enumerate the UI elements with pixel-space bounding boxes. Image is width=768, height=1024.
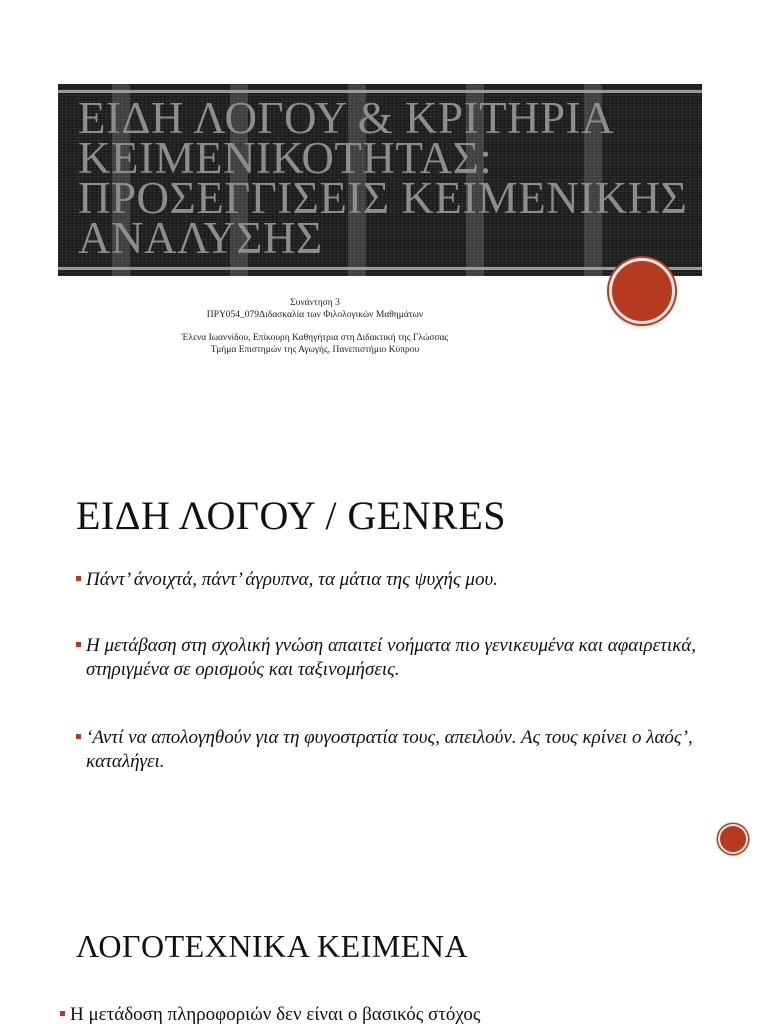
title-banner bbox=[58, 84, 702, 276]
presentation-info bbox=[90, 298, 540, 356]
decorative-circle-icon bbox=[718, 824, 748, 854]
course-label: ΠΡΥ054_079Διδασκαλία των Φιλολογικών Μαθημάτων bbox=[206, 309, 424, 320]
bullet-square-icon bbox=[60, 1011, 65, 1016]
bullet-square-icon bbox=[76, 642, 81, 647]
bullet-text: Η μετάβαση στη σχολική γνώση απαιτεί νοήματα πιο γενικευμένα και αφαιρετικά, στηριγμένα σε ορισμούς και ταξινομήσεις. bbox=[86, 635, 697, 680]
slide-title: ΕΙΔΗ ΛΟΓΟΥ & ΚΡΙΤΗΡΙΑ ΚΕΙΜΕΝΙΚΟΤΗΤΑΣ: ΠΡΟΣΕΓΓΙΣΕΙΣ ΚΕΙΜΕΝΙΚΗΣ ΑΝΑΛΥΣΗΣ bbox=[78, 93, 688, 263]
bullet-list bbox=[76, 568, 706, 774]
bullet-square-icon bbox=[76, 734, 81, 739]
slide-heading: ΛΟΓΟΤΕΧΝΙΚΑ ΚΕΙΜΕΝΑ bbox=[76, 928, 469, 964]
list-item bbox=[76, 568, 706, 592]
bullet-text: ‘Αντί να απολογηθούν για τη φυγοστρατία τους, απειλούν. Ας τους κρίνει ο λαός’, καταλήγει. bbox=[86, 727, 693, 772]
bullet-text: Η μετάδοση πληροφοριών δεν είναι ο βασικός στόχος bbox=[70, 1004, 481, 1024]
list-item bbox=[76, 634, 706, 682]
bullet-text: Πάντ’ άνοιχτά, πάντ’ άγρυπνα, τα μάτια της ψυχής μου. bbox=[86, 569, 498, 590]
list-item bbox=[60, 1003, 480, 1024]
author-label: Έλενα Ιωαννίδου, Επίκουρη Καθηγήτρια στη Διδακτική της Γλώσσας bbox=[181, 333, 449, 343]
slide-heading: ΕΙΔΗ ΛΟΓΟΥ / GENRES bbox=[76, 493, 507, 538]
department-label: Τμήμα Επιστημών της Αγωγής, Πανεπιστήμιο Κύπρου bbox=[210, 344, 420, 355]
bullet-square-icon bbox=[76, 576, 81, 581]
title-slide bbox=[0, 0, 768, 400]
meeting-label: Συνάντηση 3 bbox=[290, 298, 340, 308]
list-item bbox=[76, 726, 706, 774]
literary-texts-slide bbox=[0, 880, 768, 1024]
genres-slide bbox=[0, 400, 768, 880]
decorative-circle-icon bbox=[609, 258, 675, 324]
